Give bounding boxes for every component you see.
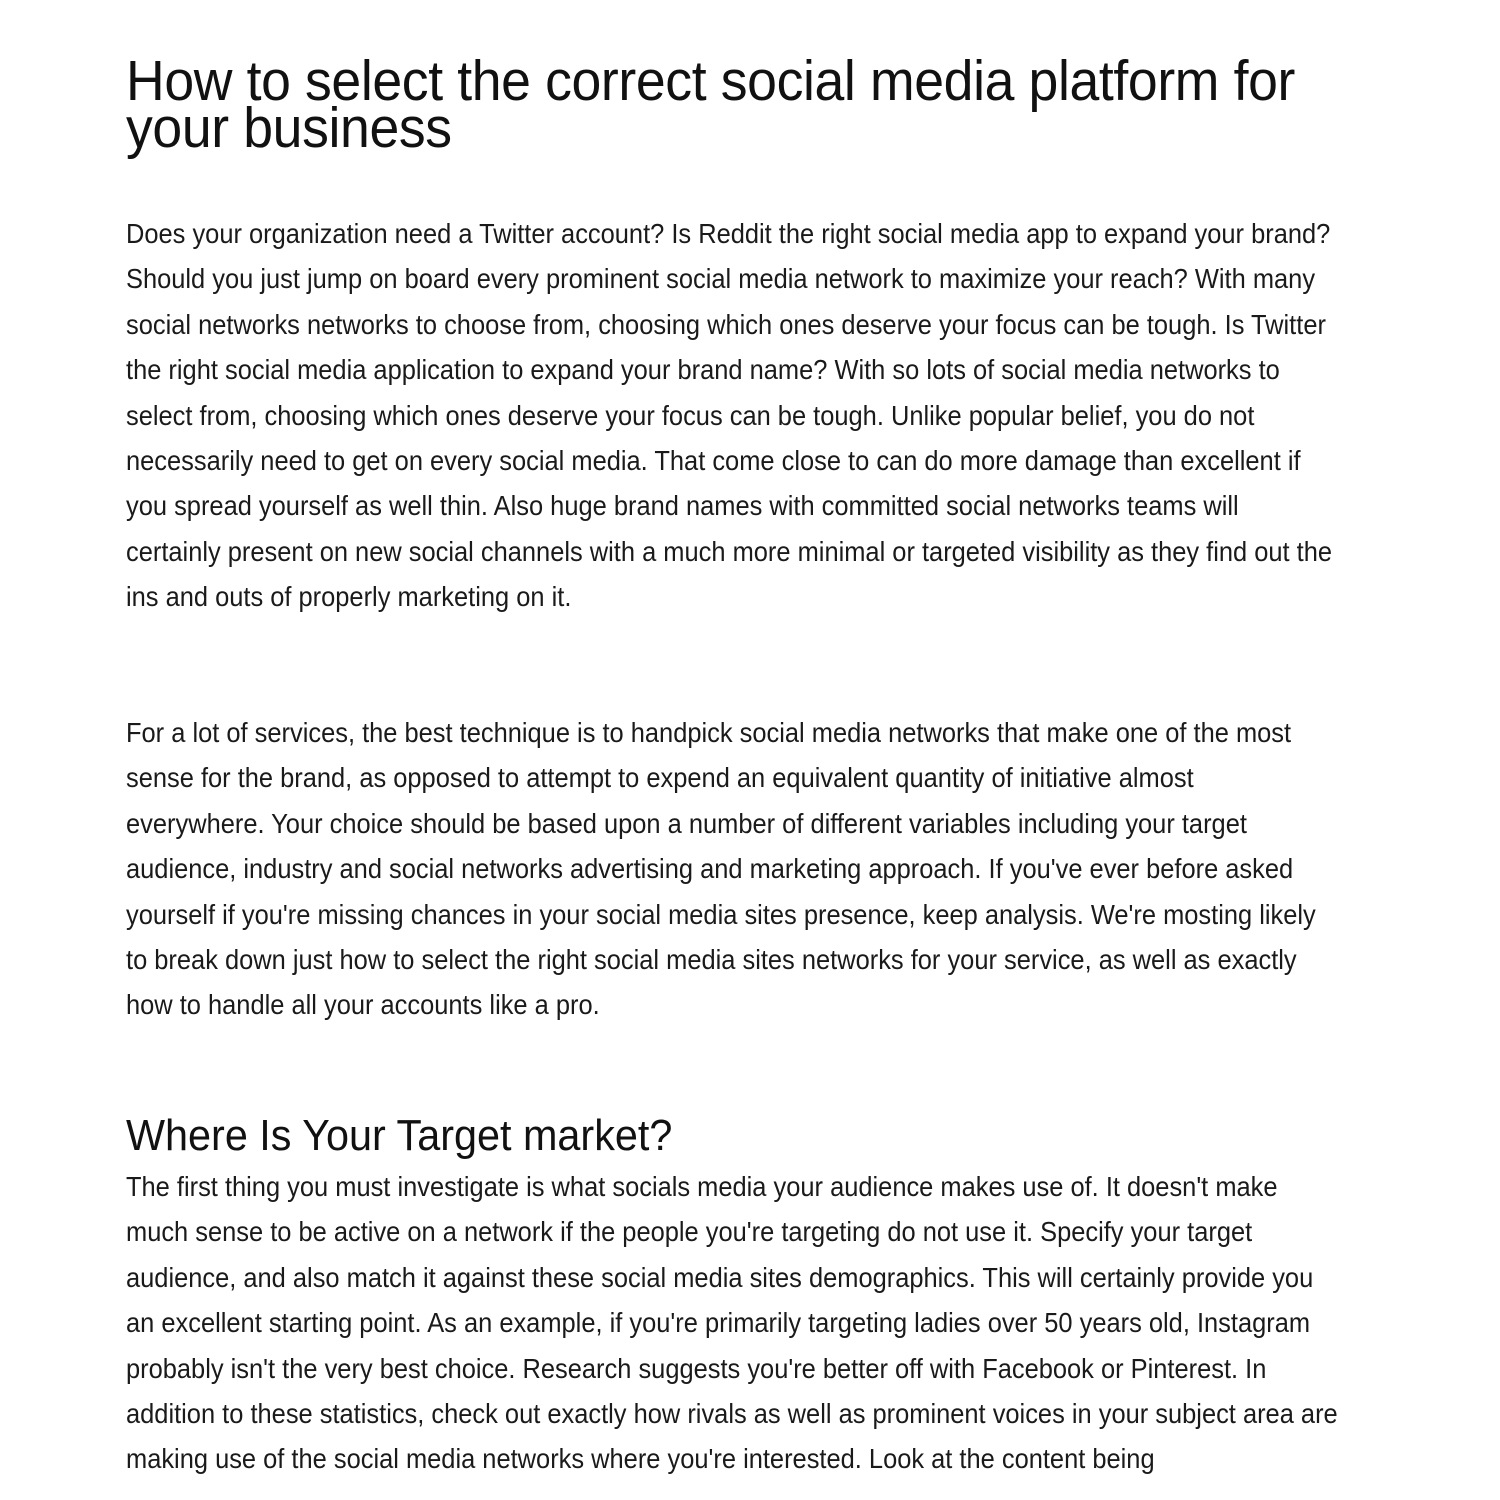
document-title: How to select the correct social media platform for your business [126,49,1295,160]
strategy-paragraph: For a lot of services, the best technique is to handpick social media networks that make one of the most sense for the brand, as opposed to attempt to expend an equivalent quantity of initiative almost everywhere. Your choice should be based upon a number of different variables including your target audience, industry and social networks advertising and marketing approach. If you've ever before asked yourself if you're missing chances in your social media sites presence, keep analysis. We're mosting likely to break down just how to select the right social media sites networks for your service, as well as exactly how to handle all your accounts like a pro. [126,717,1316,1021]
section-paragraph: The first thing you must investigate is what socials media your audience makes use of. It doesn't make much sense to be active on a network if the people you're targeting do not use it. Specify your target audience, and also match it against these social media sites demographics. This will certainly provide you an excellent starting point. As an example, if you're primarily targeting ladies over 50 years old, Instagram probably isn't the very best choice. Research suggests you're better off with Facebook or Pinterest. In addition to these statistics, check out exactly how rivals as well as prominent voices in your subject area are making use of the social media networks where you're interested. Look at the content being [126,1171,1338,1475]
intro-paragraph: Does your organization need a Twitter account? Is Reddit the right social media app to expand your brand? Should you just jump on board every prominent social media network to maximize your reach? With many social networks networks to choose from, choosing which ones deserve your focus can be tough. Is Twitter the right social media application to expand your brand name? With so lots of social media networks to select from, choosing which ones deserve your focus can be tough. Unlike popular belief, you do not necessarily need to get on every social media. That come close to can do more damage than excellent if you spread yourself as well thin. Also huge brand names with committed social networks teams will certainly present on new social channels with a much more minimal or targeted visibility as they find out the ins and outs of properly marketing on it. [126,218,1333,613]
section-heading: Where Is Your Target market? [126,1111,673,1160]
